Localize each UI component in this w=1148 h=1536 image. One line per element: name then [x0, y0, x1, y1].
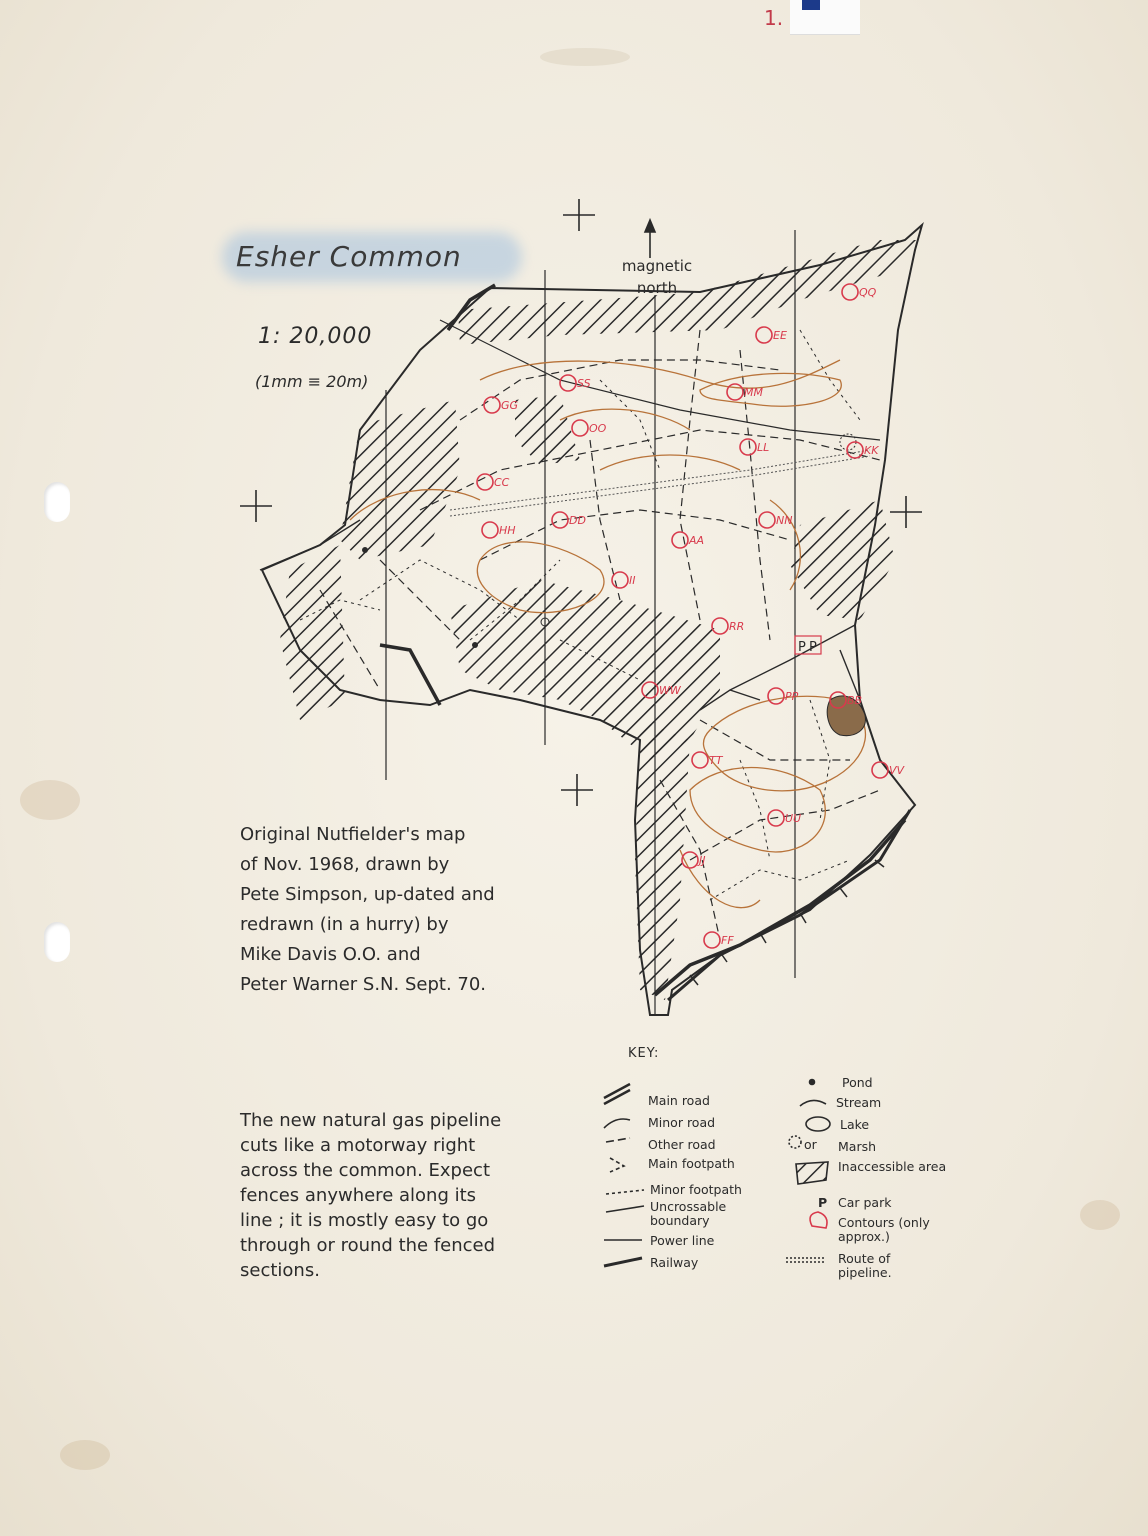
credits-line: Original Nutfielder's map — [240, 824, 466, 845]
key-main-footpath: Main footpath — [648, 1156, 735, 1171]
control-label: DD — [569, 514, 586, 527]
key-contours: Contours (only approx.) — [838, 1215, 930, 1244]
control-label: KK — [864, 444, 879, 457]
control-label: RR — [729, 620, 745, 633]
key-pipeline: Route of pipeline. — [838, 1251, 892, 1280]
control-label: AA — [689, 534, 705, 547]
control-label: OO — [589, 422, 607, 435]
map-scale: 1: 20,000 — [258, 324, 373, 349]
key-car-park-symbol: P — [818, 1195, 828, 1210]
credits-line: Mike Davis O.O. and — [240, 944, 421, 965]
other-road-symbol — [606, 1138, 630, 1142]
key-stream: Stream — [836, 1095, 882, 1110]
control-label: MM — [744, 386, 763, 399]
note-line: The new natural gas pipeline — [240, 1110, 502, 1131]
control-label: LL — [757, 441, 770, 454]
key-title: KEY: — [628, 1046, 660, 1061]
control-label: TT — [709, 754, 723, 767]
main-footpath-symbol — [610, 1158, 624, 1172]
key-boundary: Uncrossable boundary — [650, 1199, 727, 1228]
scale-note: (1mm ≡ 20m) — [255, 372, 369, 391]
key-main-road: Main road — [648, 1093, 710, 1108]
control-label: PP — [785, 690, 799, 703]
key-car-park: Car park — [838, 1195, 892, 1210]
lake-symbol — [806, 1117, 830, 1131]
control-label: BB — [847, 694, 863, 707]
main-road-symbol — [604, 1084, 630, 1104]
key-minor-road: Minor road — [648, 1115, 716, 1130]
key-marsh-or: or — [804, 1137, 817, 1152]
note-line: line ; it is mostly easy to go — [240, 1210, 489, 1231]
map-title: Esher Common — [236, 240, 462, 273]
control-label: SS — [577, 377, 591, 390]
key-marsh: Marsh — [838, 1139, 877, 1154]
minor-road-symbol — [604, 1119, 630, 1128]
credits-line: redrawn (in a hurry) by — [240, 914, 449, 935]
note-line: across the common. Expect — [240, 1160, 491, 1181]
car-park-label: P — [809, 640, 817, 655]
marsh-symbol — [789, 1136, 801, 1148]
north-label-line2: north — [636, 279, 678, 297]
inaccessible-symbol — [796, 1162, 828, 1184]
key-railway: Railway — [650, 1255, 699, 1270]
stream-symbol — [800, 1100, 826, 1106]
contour-symbol — [810, 1212, 827, 1228]
note-line: fences anywhere along its — [240, 1185, 477, 1206]
control-label: WW — [659, 684, 681, 697]
control-label: GG — [501, 399, 519, 412]
railway-symbol — [604, 1258, 642, 1266]
control-label: NN — [776, 514, 793, 527]
car-park-label: P — [798, 640, 806, 655]
minor-footpath-symbol — [606, 1190, 644, 1194]
credits-line: Peter Warner S.N. Sept. 70. — [240, 974, 487, 995]
key-inaccessible: Inaccessible area — [838, 1159, 947, 1174]
pond-symbol — [810, 1080, 815, 1085]
control-label: II — [629, 574, 636, 587]
page-number: 1. — [764, 6, 784, 30]
control-label: JJ — [699, 854, 706, 867]
boundary-symbol — [606, 1206, 644, 1212]
key-other-road: Other road — [648, 1137, 716, 1152]
credits-line: of Nov. 1968, drawn by — [240, 854, 450, 875]
control-label: FF — [721, 934, 734, 947]
note-line: sections. — [240, 1260, 320, 1281]
control-label: UU — [785, 812, 802, 825]
key-minor-footpath: Minor footpath — [650, 1182, 742, 1197]
key-pond: Pond — [842, 1075, 873, 1090]
credits-line: Pete Simpson, up-dated and — [240, 884, 495, 905]
control-label: CC — [494, 476, 510, 489]
control-label: VV — [889, 764, 905, 777]
control-label: EE — [773, 329, 787, 342]
control-label: HH — [499, 524, 516, 537]
note-line: through or round the fenced — [240, 1235, 496, 1256]
key-power-line: Power line — [650, 1233, 715, 1248]
north-label-line1: magnetic — [621, 257, 693, 275]
control-label: QQ — [859, 286, 877, 299]
note-line: cuts like a motorway right — [240, 1135, 476, 1156]
key-lake: Lake — [840, 1117, 870, 1132]
